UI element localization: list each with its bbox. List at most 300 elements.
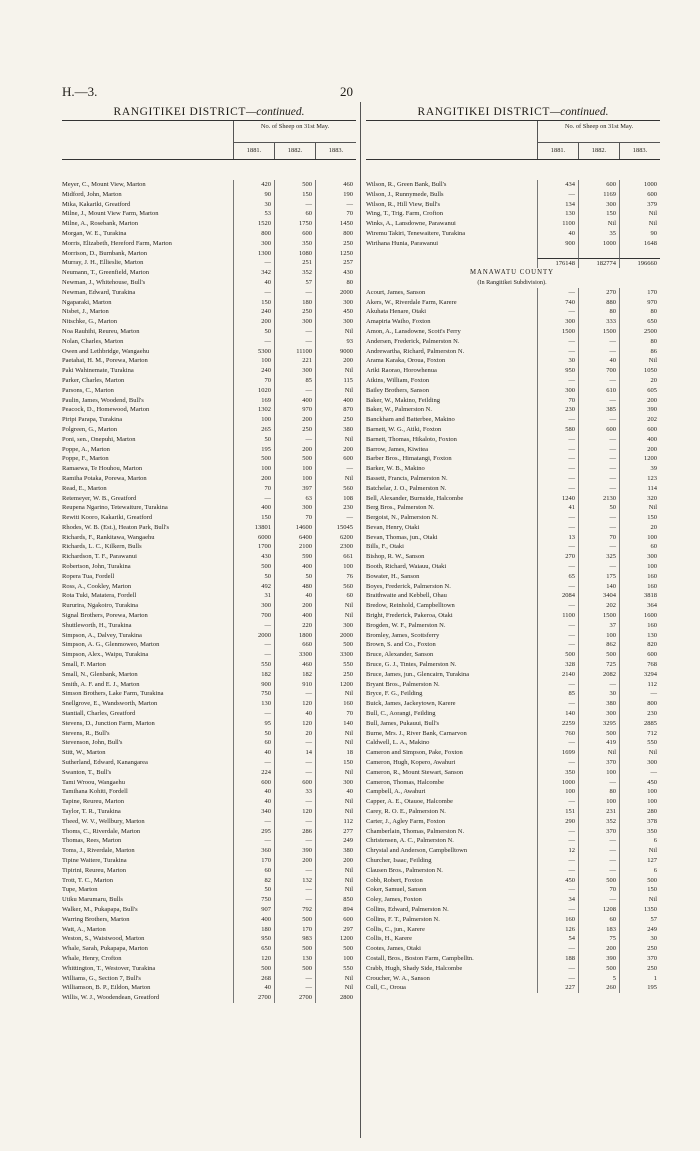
- sheep-count: —: [537, 376, 578, 386]
- sheep-count: 100: [619, 533, 660, 543]
- sheep-count: 112: [315, 817, 356, 827]
- owner-name: Paetahai, H. M., Porewa, Marton: [62, 357, 148, 365]
- owner-name: Cull, C., Oroua: [366, 984, 406, 992]
- sheep-count: 70: [233, 376, 274, 386]
- sheep-count: 500: [274, 944, 315, 954]
- sheep-count: 600: [619, 190, 660, 200]
- table-row: [62, 200, 356, 210]
- sheep-count: —: [537, 474, 578, 484]
- sheep-count: Nil: [578, 748, 619, 758]
- sheep-count: 450: [537, 876, 578, 886]
- owner-name: Nitschke, G., Marton: [62, 318, 118, 326]
- sheep-count: 70: [274, 513, 315, 523]
- sheep-count: 1500: [578, 611, 619, 621]
- owner-name: Bull, James, Pukauui, Bull's: [366, 719, 440, 727]
- owner-name: Berg Bros., Palmerston N.: [366, 504, 435, 512]
- table-row: [366, 670, 660, 680]
- sheep-count: 230: [619, 709, 660, 719]
- sheep-count: —: [233, 650, 274, 660]
- sheep-count: 2140: [537, 670, 578, 680]
- sheep-count: 40: [233, 748, 274, 758]
- owner-name: Capper, A. E., Otauoe, Halcombe: [366, 798, 453, 806]
- sheep-count: Nil: [315, 983, 356, 993]
- table-row: [366, 876, 660, 886]
- sheep-count: 160: [619, 572, 660, 582]
- owner-name: Reupena Ngarino, Tetewaiture, Turakina: [62, 504, 168, 512]
- owner-name: Wing, T., Trig. Farm, Crofton: [366, 210, 443, 218]
- sheep-count: 1100: [537, 219, 578, 229]
- sheep-count: 268: [233, 974, 274, 984]
- sheep-count: 420: [233, 180, 274, 190]
- owner-name: Mika, Kakariki, Greatford: [62, 200, 131, 208]
- owner-name: Warring Brothers, Marton: [62, 915, 130, 923]
- sheep-count: —: [537, 964, 578, 974]
- sheep-count: 70: [537, 396, 578, 406]
- sheep-count: 12: [537, 846, 578, 856]
- table-row: [62, 523, 356, 533]
- table-row: [62, 278, 356, 288]
- sheep-count: 450: [619, 778, 660, 788]
- sheep-count: —: [537, 601, 578, 611]
- sheep-count: 200: [315, 445, 356, 455]
- sheep-count: 150: [619, 885, 660, 895]
- owner-name: Parsons, C., Marton: [62, 386, 114, 394]
- sheep-count: 419: [578, 738, 619, 748]
- table-row: [366, 229, 660, 239]
- sheep-count: 57: [274, 278, 315, 288]
- sheep-count: 600: [274, 778, 315, 788]
- sheep-count: 132: [274, 876, 315, 886]
- table-row: [62, 298, 356, 308]
- owner-name: Poppe, A., Marton: [62, 445, 110, 453]
- sheep-count: Nil: [315, 327, 356, 337]
- sheep-count: 2300: [315, 542, 356, 552]
- owner-name: Batchelar, J. O., Palmerston N.: [366, 484, 447, 492]
- owner-name: Cameron, Hugh, Kopero, Awahuri: [366, 759, 456, 767]
- sheep-count: 300: [233, 239, 274, 249]
- table-row: [366, 376, 660, 386]
- sheep-count: 460: [274, 660, 315, 670]
- table-row: [366, 180, 660, 190]
- sheep-count: 1: [619, 974, 660, 984]
- table-row: [366, 317, 660, 327]
- sheep-count: 1600: [619, 611, 660, 621]
- owner-name: Richards, L. C., Kilkern, Bulls: [62, 543, 142, 551]
- sheep-count: —: [537, 640, 578, 650]
- owner-name: [366, 258, 537, 268]
- sheep-count: —: [578, 464, 619, 474]
- page-reference: H.—3.: [62, 84, 98, 99]
- sheep-count: —: [578, 680, 619, 690]
- sheep-count: —: [537, 582, 578, 592]
- owner-name: Coley, James, Foxton: [366, 896, 422, 904]
- owner-name: Bergoist, N., Palmerston N.: [366, 514, 438, 522]
- sheep-count: 249: [315, 836, 356, 846]
- table-row: [62, 944, 356, 954]
- sheep-count: 350: [619, 827, 660, 837]
- sheep-count: 500: [315, 640, 356, 650]
- table-row: [366, 209, 660, 219]
- table-row: [62, 925, 356, 935]
- sheep-count: 63: [274, 494, 315, 504]
- sheep-count: 2000: [315, 288, 356, 298]
- sheep-count: Nil: [619, 748, 660, 758]
- section-subheading: [366, 278, 660, 288]
- sheep-count: 33: [274, 787, 315, 797]
- owner-name: Morrison, D., Burnbank, Marton: [62, 249, 148, 257]
- sheep-count: 610: [578, 386, 619, 396]
- table-row: [366, 386, 660, 396]
- sheep-count: 200: [274, 856, 315, 866]
- sheep-count: —: [233, 494, 274, 504]
- owner-name: Ngaparaki, Marton: [62, 298, 112, 306]
- sheep-count: 400: [315, 396, 356, 406]
- sheep-count: 175: [578, 572, 619, 582]
- sheep-count: 85: [274, 376, 315, 386]
- sheep-count: 550: [233, 660, 274, 670]
- sheep-count: 320: [619, 494, 660, 504]
- sheep-count: 500: [274, 964, 315, 974]
- table-row: [62, 778, 356, 788]
- sheep-count: Nil: [315, 366, 356, 376]
- table-row: [62, 268, 356, 278]
- sheep-count: 300: [619, 758, 660, 768]
- sheep-count: 378: [619, 817, 660, 827]
- sheep-count: —: [578, 415, 619, 425]
- sheep-count: 50: [233, 729, 274, 739]
- sheep-count: 2082: [578, 670, 619, 680]
- sheep-count: 1200: [619, 454, 660, 464]
- sheep-count: 450: [315, 307, 356, 317]
- sheep-count: 230: [315, 503, 356, 513]
- owner-name: Bell, Alexander, Burnside, Halcombe: [366, 494, 464, 502]
- sheep-count: 300: [315, 778, 356, 788]
- sheep-count: Nil: [315, 474, 356, 484]
- sheep-count: —: [274, 885, 315, 895]
- sheep-count: 200: [578, 944, 619, 954]
- table-row: [366, 464, 660, 474]
- sheep-count: —: [274, 817, 315, 827]
- sheep-count: 480: [274, 582, 315, 592]
- table-row: [366, 778, 660, 788]
- sheep-count: 170: [233, 856, 274, 866]
- sheep-count: Nil: [315, 974, 356, 984]
- sheep-count: —: [537, 445, 578, 455]
- sheep-count: 600: [578, 180, 619, 190]
- owner-name: Bills, F., Otaki: [366, 543, 404, 551]
- owner-name: Winks, A., Lansdowne, Parawanui: [366, 220, 456, 228]
- sheep-count: 250: [315, 239, 356, 249]
- sheep-count: 500: [315, 944, 356, 954]
- spacer-row: [366, 249, 660, 259]
- sheep-count: 270: [537, 552, 578, 562]
- table-row: [62, 895, 356, 905]
- sheep-count: 600: [233, 778, 274, 788]
- table-row: [366, 454, 660, 464]
- sheep-count: 151: [537, 807, 578, 817]
- owner-name: Bredow, Reinhold, Campbelltown: [366, 602, 455, 610]
- sheep-count: —: [537, 484, 578, 494]
- sheep-count: 140: [537, 709, 578, 719]
- owner-name: Cobb, Robert, Foxton: [366, 876, 423, 884]
- sheep-count: 50: [233, 435, 274, 445]
- owner-name: Snellgrove, E., Wandsworth, Marton: [62, 700, 158, 708]
- sheep-count: 5: [578, 974, 619, 984]
- table-row: [62, 817, 356, 827]
- sheep-count: —: [578, 523, 619, 533]
- sheep-count: 251: [274, 258, 315, 268]
- owner-name: Caldwell, L. A., Makino: [366, 739, 430, 747]
- owner-name: Toms, J., Riverdale, Marton: [62, 847, 135, 855]
- sheep-count: —: [274, 337, 315, 347]
- table-row: [62, 660, 356, 670]
- sheep-count: 70: [315, 209, 356, 219]
- sheep-count: 18: [315, 748, 356, 758]
- owner-name: Atkins, William, Foxton: [366, 376, 430, 384]
- sheep-count: 500: [578, 964, 619, 974]
- sheep-count: 900: [537, 239, 578, 249]
- sheep-count: 750: [233, 689, 274, 699]
- sheep-count: 400: [233, 503, 274, 513]
- owner-name: Barnett, Thomas, Hikaloto, Foxton: [366, 435, 457, 443]
- sheep-count: 650: [233, 944, 274, 954]
- sheep-count: 85: [537, 689, 578, 699]
- owner-name: Rewiti Kooro, Kakariki, Greatford: [62, 514, 153, 522]
- sheep-count: 30: [537, 356, 578, 366]
- sheep-count: 150: [233, 513, 274, 523]
- sheep-count: 650: [619, 317, 660, 327]
- owner-name: Simpson, A. G., Glenmoweo, Marton: [62, 641, 160, 649]
- sheep-count: 200: [274, 415, 315, 425]
- sheep-count: 120: [274, 807, 315, 817]
- sheep-count: 1000: [578, 239, 619, 249]
- sheep-count: 300: [274, 503, 315, 513]
- owner-name: Brown, S. and Co., Foxton: [366, 641, 436, 649]
- sheep-count: 390: [619, 405, 660, 415]
- table-row: [62, 866, 356, 876]
- sheep-count: 880: [578, 298, 619, 308]
- sheep-count: 15045: [315, 523, 356, 533]
- sheep-count: 50: [233, 885, 274, 895]
- header-year: 1882.: [275, 143, 316, 159]
- owner-name: Milne, A., Rosebank, Marton: [62, 220, 139, 228]
- sheep-count: 325: [578, 552, 619, 562]
- sheep-count: —: [537, 836, 578, 846]
- table-row: [366, 484, 660, 494]
- table-row: [366, 856, 660, 866]
- sheep-count: 182: [233, 670, 274, 680]
- sheep-count: 297: [315, 925, 356, 935]
- owner-name: Churcher, Isaac, Feilding: [366, 856, 432, 864]
- sheep-count: —: [274, 738, 315, 748]
- table-row: [366, 974, 660, 984]
- table-row: [62, 219, 356, 229]
- sheep-count: Nil: [315, 885, 356, 895]
- sheep-count: —: [315, 464, 356, 474]
- sheep-count: —: [537, 631, 578, 641]
- sheep-count: —: [578, 484, 619, 494]
- sheep-count: 792: [274, 905, 315, 915]
- sheep-count: Nil: [315, 876, 356, 886]
- table-row: [366, 827, 660, 837]
- sheep-count: 182774: [578, 258, 619, 268]
- sheep-count: 80: [619, 307, 660, 317]
- sheep-count: 80: [578, 787, 619, 797]
- sheep-count: 6400: [274, 533, 315, 543]
- sheep-count: —: [537, 974, 578, 984]
- sheep-count: [537, 249, 578, 259]
- sheep-count: 385: [578, 405, 619, 415]
- owner-name: Simpson, A., Dalvey, Turakina: [62, 631, 142, 639]
- sheep-count: 60: [315, 591, 356, 601]
- table-row: [366, 944, 660, 954]
- sheep-count: 500: [233, 562, 274, 572]
- table-row: [62, 787, 356, 797]
- total-row: [366, 258, 660, 268]
- table-row: [366, 542, 660, 552]
- owner-name: Morris, Elizabeth, Hereford Farm, Marton: [62, 239, 172, 247]
- sheep-count: 100: [619, 797, 660, 807]
- sheep-count: —: [537, 307, 578, 317]
- sheep-count: 560: [315, 484, 356, 494]
- sheep-count: —: [233, 836, 274, 846]
- sheep-count: —: [578, 778, 619, 788]
- sheep-count: 950: [537, 366, 578, 376]
- sheep-count: 250: [274, 425, 315, 435]
- table-row: [62, 758, 356, 768]
- table-row: [366, 660, 660, 670]
- table-row: [62, 905, 356, 915]
- sheep-count: 57: [619, 915, 660, 925]
- sheep-count: 150: [619, 513, 660, 523]
- owner-name: Robertson, John, Turakina: [62, 563, 131, 571]
- sheep-count: Nil: [619, 846, 660, 856]
- sheep-count: —: [274, 435, 315, 445]
- sheep-count: 360: [233, 846, 274, 856]
- table-row: [62, 415, 356, 425]
- sheep-count: —: [537, 542, 578, 552]
- sheep-count: 300: [315, 317, 356, 327]
- owner-name: Small, N., Glenbank, Marton: [62, 670, 138, 678]
- sheep-count: 3300: [315, 650, 356, 660]
- sheep-count: 500: [537, 650, 578, 660]
- sheep-count: 80: [578, 307, 619, 317]
- owner-name: Stantiall, Charles, Greatford: [62, 710, 136, 718]
- table-row: [62, 356, 356, 366]
- sheep-count: 6000: [233, 533, 274, 543]
- sheep-count: 400: [619, 435, 660, 445]
- sheep-count: 90: [619, 229, 660, 239]
- table-row: [62, 631, 356, 641]
- sheep-count: 2100: [274, 542, 315, 552]
- sheep-count: 60: [619, 542, 660, 552]
- table-row: [62, 827, 356, 837]
- sheep-count: 14: [274, 748, 315, 758]
- header-year: 1883.: [632, 147, 648, 154]
- sheep-count: 970: [274, 405, 315, 415]
- table-row: [62, 885, 356, 895]
- owner-name: Bryant Bros., Palmerston N.: [366, 680, 440, 688]
- table-row: [366, 797, 660, 807]
- owner-name: Ariki Raorao, Horowhenua: [366, 367, 437, 375]
- table-row: [366, 415, 660, 425]
- owner-name: Richardson, T. F., Parawanui: [62, 553, 137, 561]
- left-column: [62, 104, 356, 1003]
- sheep-count: 390: [274, 846, 315, 856]
- sheep-count: 250: [315, 670, 356, 680]
- owner-name: Booth, Richard, Waiauu, Otaki: [366, 563, 447, 571]
- table-row: [62, 621, 356, 631]
- table-row: [366, 298, 660, 308]
- sheep-count: —: [537, 288, 578, 298]
- owner-name: Wiremu Takiri, Tenewaitere, Turakina: [366, 229, 466, 237]
- sheep-count: 82: [233, 876, 274, 886]
- sheep-count: Nil: [315, 729, 356, 739]
- sheep-count: 60: [274, 209, 315, 219]
- sheep-count: 100: [578, 631, 619, 641]
- table-row: [62, 503, 356, 513]
- sheep-count: 700: [233, 611, 274, 621]
- table-row: [366, 562, 660, 572]
- table-row: [62, 689, 356, 699]
- sheep-count: 1300: [233, 249, 274, 259]
- owner-name: Theed, W. V., Wellbury, Marton: [62, 817, 145, 825]
- sheep-count: 120: [274, 719, 315, 729]
- table-row: [366, 748, 660, 758]
- sheep-count: 500: [274, 915, 315, 925]
- table-row: [62, 729, 356, 739]
- sheep-count: 500: [619, 876, 660, 886]
- sheep-count: 328: [537, 660, 578, 670]
- sheep-count: 108: [315, 494, 356, 504]
- sheep-count: 277: [315, 827, 356, 837]
- sheep-count: 2084: [537, 591, 578, 601]
- sheep-count: —: [274, 866, 315, 876]
- sheep-count: 3404: [578, 591, 619, 601]
- sheep-count: 200: [233, 317, 274, 327]
- sheep-count: 350: [537, 768, 578, 778]
- sheep-count: 1800: [274, 631, 315, 641]
- sheep-count: 2000: [233, 631, 274, 641]
- sheep-count: 160: [619, 621, 660, 631]
- sheep-count: 40: [315, 787, 356, 797]
- table-row: [62, 347, 356, 357]
- sheep-count: Nil: [315, 866, 356, 876]
- table-row: [62, 846, 356, 856]
- table-row: [366, 523, 660, 533]
- table-row: [62, 699, 356, 709]
- sheep-count: —: [233, 817, 274, 827]
- owner-name: Murray, J. H., Ellieslie, Marton: [62, 259, 144, 267]
- table-row: [62, 435, 356, 445]
- sheep-count: 400: [274, 396, 315, 406]
- owner-name: Stevenson, John, Bull's: [62, 739, 123, 747]
- owner-name: Banckham and Batterbee, Makino: [366, 416, 455, 424]
- owner-name: Tipine Waitere, Turakina: [62, 856, 127, 864]
- sheep-count: 100: [274, 474, 315, 484]
- sheep-count: 300: [578, 709, 619, 719]
- sheep-count: 93: [315, 337, 356, 347]
- table-row: [366, 611, 660, 621]
- table-row: [366, 435, 660, 445]
- sheep-count: Nil: [315, 611, 356, 621]
- table-row: [366, 758, 660, 768]
- sheep-count: 180: [233, 925, 274, 935]
- sheep-count: 120: [233, 954, 274, 964]
- owner-name: Braithwaite and Kebbell, Ohau: [366, 592, 447, 600]
- table-row: [62, 954, 356, 964]
- owner-name: Cameron, R., Mount Stewart, Sanson: [366, 768, 464, 776]
